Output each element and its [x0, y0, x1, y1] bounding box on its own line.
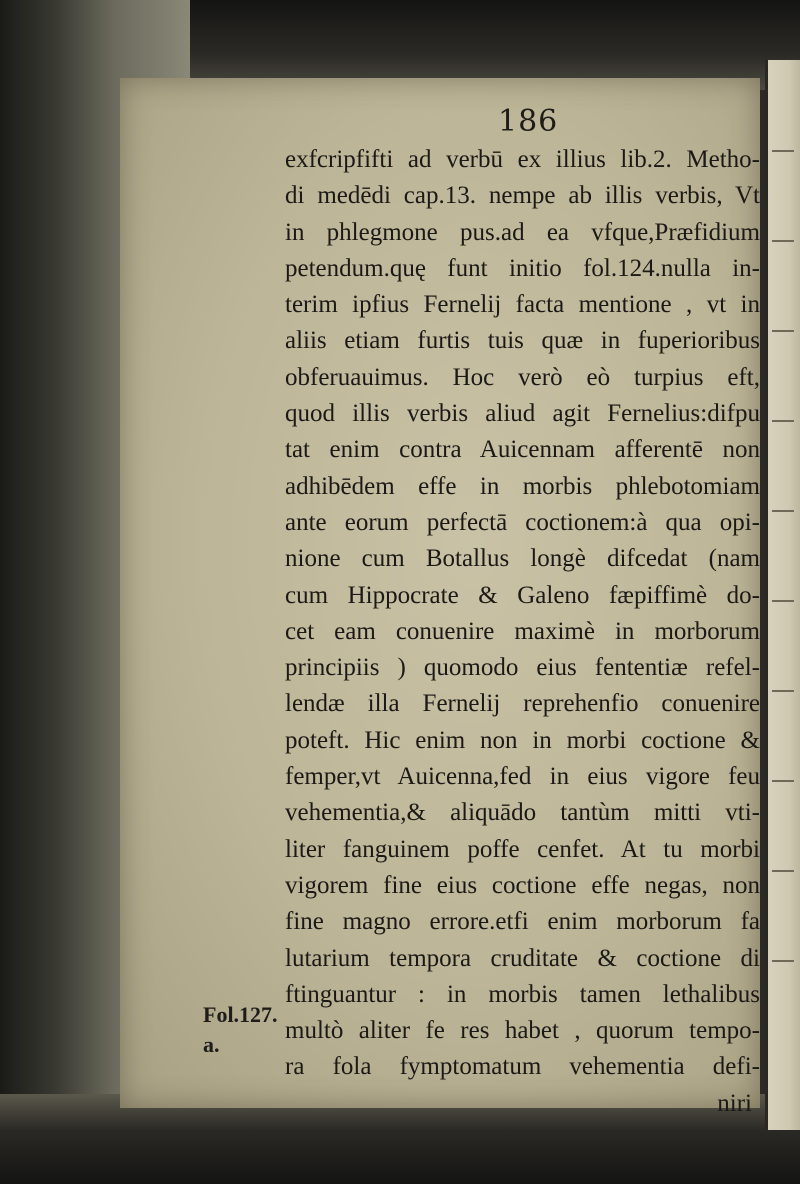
facing-page-edge [765, 60, 800, 1130]
text-line: poteft. Hic enim non in morbi coctione & [285, 726, 760, 754]
text-line: in phlegmone pus.ad ea vfque,Præfidium [285, 218, 760, 246]
page-number: 186 [498, 104, 559, 139]
text-line: exfcripfifti ad verbū ex illius lib.2. Metho- [285, 146, 760, 173]
page-edge-mark [772, 870, 794, 872]
page-edge-mark [772, 780, 794, 782]
text-line: cet eam conuenire maximè in morborum [285, 617, 760, 645]
catchword: niri [717, 1089, 752, 1117]
page-edge-mark [772, 690, 794, 692]
text-line: principiis ) quomodo eius fententiæ refel- [285, 654, 760, 682]
text-line: multò aliter fe res habet , quorum tempo- [285, 1017, 760, 1045]
page-edge-mark [772, 330, 794, 332]
text-line: ftinguantur : in morbis tamen lethalibus [285, 980, 760, 1008]
text-line: di medēdi cap.13. nempe ab illis verbis, Vt [285, 182, 760, 210]
text-line: ante eorum perfectā coctionem:à qua opi- [285, 508, 760, 536]
text-line: quod illis verbis aliud agit Fernelius:difpu [285, 400, 760, 428]
margin-note [203, 1000, 278, 1060]
text-line: aliis etiam furtis tuis quæ in fuperioribus [285, 327, 760, 355]
text-line: lendæ illa Fernelij reprehenfio conuenire [285, 690, 760, 718]
text-line: femper,vt Auicenna,fed in eius vigore feu [285, 763, 760, 791]
text-line: tat enim contra Auicennam afferentē non [285, 436, 760, 464]
text-line: liter fanguinem poffe cenfet. At tu morbi [285, 835, 760, 863]
body-text [285, 142, 760, 1122]
text-line: lutarium tempora cruditate & coctione di [285, 944, 760, 972]
page-edge-mark [772, 240, 794, 242]
margin-note-letter: a. [203, 1032, 220, 1057]
text-line: obferuauimus. Hoc verò eò turpius eft, [285, 363, 760, 391]
page-edge-mark [772, 150, 794, 152]
text-line: terim ipfius Fernelij facta mentione , vt in [285, 291, 760, 319]
text-line: adhibēdem effe in morbis phlebotomiam [285, 472, 760, 500]
text-line: fine magno errore.etfi enim morborum fa [285, 908, 760, 936]
text-line: nione cum Botallus longè difcedat (nam [285, 545, 760, 573]
page-edge-mark [772, 960, 794, 962]
text-line: petendum.quę funt initio fol.124.nulla in- [285, 254, 760, 282]
text-line: vehementia,& aliquādo tantùm mitti vti- [285, 799, 760, 827]
text-line: cum Hippocrate & Galeno fæpiffimè do- [285, 581, 760, 609]
page-edge-mark [772, 600, 794, 602]
page-edge-mark [772, 510, 794, 512]
text-line: vigorem fine eius coctione effe negas, non [285, 871, 760, 899]
page-edge-mark [772, 420, 794, 422]
text-line: ra fola fymptomatum vehementia defi- [285, 1053, 760, 1081]
margin-note-folio: Fol.127. [203, 1002, 278, 1027]
